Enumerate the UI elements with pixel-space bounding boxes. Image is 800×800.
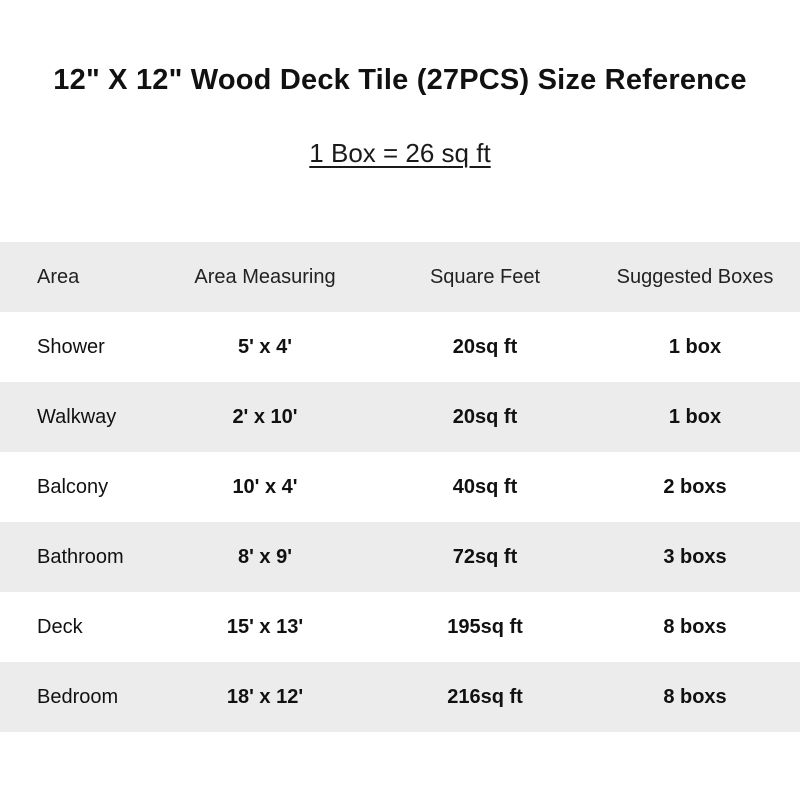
square-feet-cell: 195sq ft bbox=[447, 616, 523, 638]
header-area: Area bbox=[37, 266, 80, 288]
page-title: 12" X 12" Wood Deck Tile (27PCS) Size Reference bbox=[53, 64, 747, 96]
box-coverage-subtitle: 1 Box = 26 sq ft bbox=[309, 138, 491, 168]
square-feet-cell: 40sq ft bbox=[452, 476, 518, 498]
boxes-cell: 8 boxs bbox=[663, 616, 727, 638]
measuring-cell: 15' x 13' bbox=[226, 616, 304, 638]
table-row bbox=[0, 662, 800, 732]
area-cell: Shower bbox=[37, 336, 105, 358]
table-row bbox=[0, 522, 800, 592]
square-feet-cell: 72sq ft bbox=[452, 546, 518, 568]
table-row bbox=[0, 382, 800, 452]
area-cell: Walkway bbox=[37, 406, 117, 428]
boxes-cell: 8 boxs bbox=[663, 686, 727, 708]
square-feet-cell: 216sq ft bbox=[447, 686, 523, 708]
measuring-cell: 8' x 9' bbox=[238, 546, 292, 568]
area-cell: Bathroom bbox=[37, 546, 124, 568]
boxes-cell: 3 boxs bbox=[663, 546, 727, 568]
area-cell: Balcony bbox=[37, 476, 109, 498]
measuring-cell: 2' x 10' bbox=[232, 406, 298, 428]
boxes-cell: 2 boxs bbox=[663, 476, 727, 498]
boxes-cell: 1 box bbox=[668, 406, 722, 428]
measuring-cell: 10' x 4' bbox=[232, 476, 298, 498]
table-header-row bbox=[0, 242, 800, 312]
table-row bbox=[0, 312, 800, 382]
area-cell: Bedroom bbox=[37, 686, 119, 708]
size-reference-table bbox=[0, 242, 800, 732]
header-suggested-boxes: Suggested Boxes bbox=[616, 266, 774, 288]
boxes-cell: 1 box bbox=[668, 336, 722, 358]
header-square-feet: Square Feet bbox=[429, 266, 541, 288]
square-feet-cell: 20sq ft bbox=[452, 406, 518, 428]
measuring-cell: 18' x 12' bbox=[226, 686, 304, 708]
table-row bbox=[0, 452, 800, 522]
subtitle-container bbox=[0, 138, 800, 169]
table-row bbox=[0, 592, 800, 662]
square-feet-cell: 20sq ft bbox=[452, 336, 518, 358]
header-area-measuring: Area Measuring bbox=[194, 266, 336, 288]
measuring-cell: 5' x 4' bbox=[238, 336, 292, 358]
area-cell: Deck bbox=[37, 616, 83, 638]
